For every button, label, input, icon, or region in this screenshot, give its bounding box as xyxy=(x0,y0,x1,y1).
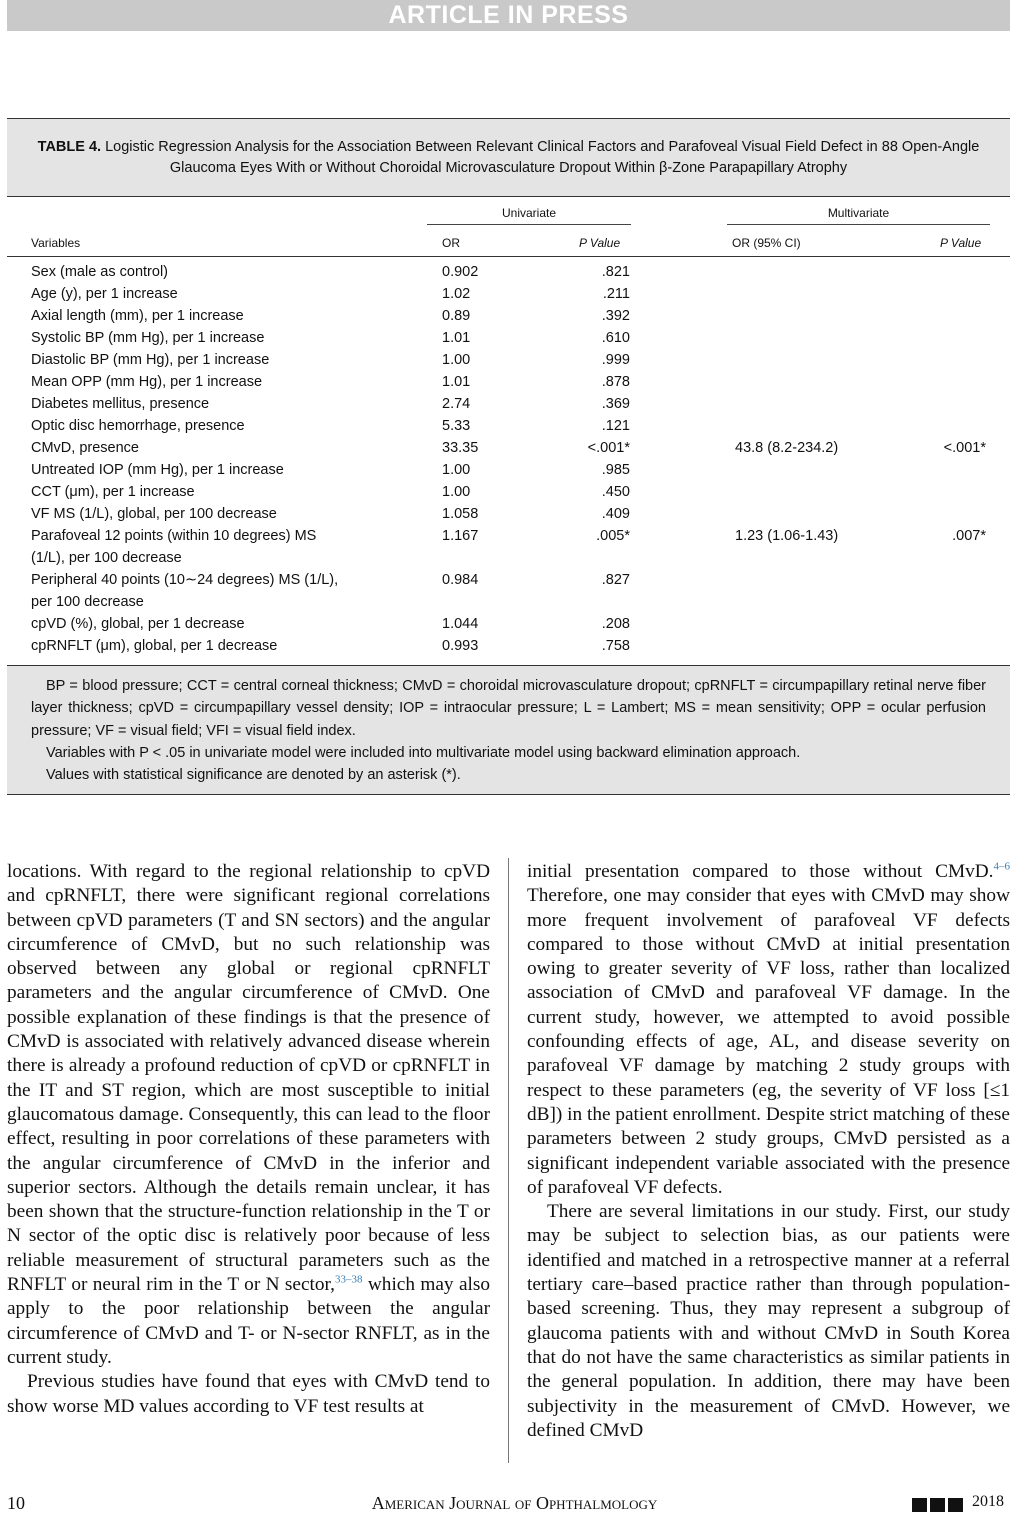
cell-p-univariate: .005* xyxy=(596,528,630,544)
cell-variable: Mean OPP (mm Hg), per 1 increase xyxy=(31,374,263,390)
cell-or: 0.89 xyxy=(442,308,471,324)
cell-variable: CCT (μm), per 1 increase xyxy=(31,484,195,500)
cell-p-univariate: .878 xyxy=(601,374,630,390)
table-label: TABLE 4. xyxy=(37,139,102,155)
page-footer xyxy=(0,1493,1029,1515)
table-row xyxy=(7,305,1010,327)
table-row xyxy=(7,525,1010,569)
table-row xyxy=(7,261,1010,283)
cell-variable: Axial length (mm), per 1 increase xyxy=(31,308,244,324)
cell-p-multivariate: .007* xyxy=(952,528,986,544)
left-paragraph-2: Previous studies have found that eyes with CMvD tend to show worse MD values according to VF test results at xyxy=(7,1371,490,1417)
cell-or-ci: 43.8 (8.2-234.2) xyxy=(735,440,839,456)
cell-or: 2.74 xyxy=(442,396,471,412)
cell-variable: Diabetes mellitus, presence xyxy=(31,396,210,412)
cell-p-univariate: .392 xyxy=(601,308,630,324)
cell-variable: Parafoveal 12 points (within 10 degrees) MS (1/L), per 100 decrease xyxy=(31,528,317,566)
right-p1-text-a: initial presentation compared to those without CMvD. xyxy=(527,861,994,882)
left-p1-citation[interactable]: 33–38 xyxy=(335,1273,363,1286)
right-paragraph-1 xyxy=(527,860,1010,1200)
cell-p-univariate: <.001* xyxy=(587,440,630,456)
cell-p-multivariate: <.001* xyxy=(943,440,986,456)
banner-text: ARTICLE IN PRESS xyxy=(388,1,629,29)
right-column xyxy=(527,860,1010,1443)
table-caption xyxy=(7,119,1010,197)
group-univariate: Univariate xyxy=(501,206,557,220)
left-paragraph-1 xyxy=(7,860,490,1370)
col-p-univariate: P Value xyxy=(579,236,621,250)
cell-or: 1.01 xyxy=(442,330,471,346)
cell-or: 0.993 xyxy=(442,638,479,654)
table-row xyxy=(7,635,1010,657)
cell-p-univariate: .999 xyxy=(601,352,630,368)
table-row xyxy=(7,415,1010,437)
cell-or: 1.044 xyxy=(442,616,479,632)
table-row xyxy=(7,327,1010,349)
cell-or: 1.00 xyxy=(442,462,471,478)
right-p1-text-b: Therefore, one may consider that eyes with CMvD may show more frequent involvement of parafoveal VF defects compared to those without CMvD at initial presentation owing to greater severity of VF loss, rather than localized association of CMvD and parafoveal VF damage. In the current study, however, we attempted to avoid possible confounding effects of age, AL, and disease severity on parafoveal VF damage by matching 2 study groups with respect to these parameters (eg, the severity of VF loss [≤1 dB]) in the patient enrollment. Despite strict matching of these parameters between 2 study groups, CMvD persisted as a significant independent variable associated with the presence of parafoveal VF defects. xyxy=(527,885,1010,1198)
cell-or: 1.058 xyxy=(442,506,479,522)
table-row xyxy=(7,503,1010,525)
cell-or: 1.00 xyxy=(442,484,471,500)
left-p1-text-b: which may also apply to the poor relationship between the angular circumference of CMvD and T- or N-sector RNFLT, as in the current study. xyxy=(7,1274,491,1368)
table-row xyxy=(7,393,1010,415)
journal-name: American Journal of Ophthalmology xyxy=(371,1493,658,1513)
cell-p-univariate: .409 xyxy=(601,506,630,522)
cell-variable: Peripheral 40 points (10∼24 degrees) MS (1/L), per 100 decrease xyxy=(31,572,339,610)
cell-variable: cpVD (%), global, per 1 decrease xyxy=(31,616,245,632)
cell-variable: Untreated IOP (mm Hg), per 1 increase xyxy=(31,462,284,478)
cell-p-univariate: .985 xyxy=(601,462,630,478)
cell-p-univariate: .208 xyxy=(601,616,630,632)
table-row xyxy=(7,613,1010,635)
cell-or: 33.35 xyxy=(442,440,479,456)
footer-year: 2018 xyxy=(972,1493,1004,1510)
page-number: 10 xyxy=(7,1493,25,1513)
cell-variable: Diastolic BP (mm Hg), per 1 increase xyxy=(31,352,270,368)
cell-p-univariate: .827 xyxy=(601,572,630,588)
table-row xyxy=(7,481,1010,503)
cell-variable: VF MS (1/L), global, per 100 decrease xyxy=(31,506,277,522)
table-body xyxy=(7,257,1010,665)
left-p1-text-a: locations. With regard to the regional relationship to cpVD and cpRNFLT, there were significant regional correlations between cpVD parameters (T and SN sectors) and the angular circumference of CMvD, but no such relationship was observed between any global or regional cpRNFLT parameters and the angular circumference of CMvD. One possible explanation of these findings is that the presence of CMvD is associated with relatively advanced disease wherein there is already a profound reduction of cpVD or cpRNFLT in the IT and ST region, which are most susceptible to initial glaucomatous damage. Consequently, this can lead to the floor effect, resulting in poor correlations of these parameters with the angular circumference of CMvD in the inferior and superior sectors. Although the details remain unclear, it has been shown that the structure-function relationship in the T or N sector of the optic disc is relatively poor because of less reliable measurement of structural parameters such as the RNFLT or neural rim in the T or N sector, xyxy=(7,861,490,1296)
right-p1-citation[interactable]: 4–6 xyxy=(993,860,1010,873)
cell-or: 1.167 xyxy=(442,528,479,544)
table-row xyxy=(7,569,1010,613)
table-row xyxy=(7,459,1010,481)
issue-placeholder-squares xyxy=(912,1496,966,1517)
cell-or: 1.00 xyxy=(442,352,471,368)
table-row xyxy=(7,349,1010,371)
table-notes xyxy=(7,665,1010,794)
table-header xyxy=(7,197,1010,257)
multivariate-rule xyxy=(727,224,990,225)
note-abbreviations: BP = blood pressure; CCT = central corneal thickness; CMvD = choroidal microvasculature dropout; cpRNFLT = circumpapillary retinal nerve fiber layer thickness; cpVD = circumpapillary vessel density; IOP = intraocular pressure; L = Lambert; MS = mean sensitivity; OPP = ocular perfusion pressure; VF = visual field; VFI = visual field index. xyxy=(31,678,986,739)
cell-variable: Age (y), per 1 increase xyxy=(31,286,178,302)
note-significance: Values with statistical significance are denoted by an asterisk (*). xyxy=(46,767,461,784)
cell-p-univariate: .821 xyxy=(601,264,630,280)
table-row xyxy=(7,283,1010,305)
table-4 xyxy=(7,118,1010,795)
col-variables: Variables xyxy=(31,236,81,250)
univariate-rule xyxy=(427,224,631,225)
cell-variable: Systolic BP (mm Hg), per 1 increase xyxy=(31,330,265,346)
note-selection: Variables with P < .05 in univariate model were included into multivariate model using backward elimination approach. xyxy=(46,744,801,761)
col-or: OR xyxy=(442,236,460,250)
cell-variable: cpRNFLT (μm), global, per 1 decrease xyxy=(31,638,278,654)
cell-or: 0.902 xyxy=(442,264,479,280)
article-in-press-banner xyxy=(7,0,1010,31)
cell-p-univariate: .610 xyxy=(601,330,630,346)
table-row xyxy=(7,371,1010,393)
table-caption-text: Logistic Regression Analysis for the Association Between Relevant Clinical Factors and Parafoveal Visual Field Defect in 88 Open-Angle Glaucoma Eyes With or Without Choroidal Microvasculature Dropout Within β-Zone Parapapillary Atrophy xyxy=(105,139,980,176)
cell-or: 5.33 xyxy=(442,418,471,434)
cell-p-univariate: .211 xyxy=(602,286,630,302)
column-divider xyxy=(508,858,509,1463)
cell-or: 1.01 xyxy=(442,374,471,390)
left-column xyxy=(7,860,490,1419)
cell-or-ci: 1.23 (1.06-1.43) xyxy=(735,528,839,544)
right-paragraph-2: There are several limitations in our study. First, our study may be subject to selection bias, as our patients were identified and matched in a retrospective manner at a referral tertiary care–based practice rather than through population-based screening. Thus, they may represent a subgroup of glaucoma patients with and without CMvD in South Korea that do not have the same characteristics as similar patients in the general population. In addition, there may have been subjectivity in the measurement of CMvD. However, we defined CMvD xyxy=(527,1201,1010,1441)
group-multivariate: Multivariate xyxy=(827,206,890,220)
table-row xyxy=(7,437,1010,459)
cell-p-univariate: .121 xyxy=(601,418,630,434)
header-rule xyxy=(7,256,1010,257)
cell-p-univariate: .758 xyxy=(601,638,630,654)
cell-or: 0.984 xyxy=(442,572,479,588)
cell-variable: CMvD, presence xyxy=(31,440,139,456)
cell-or: 1.02 xyxy=(442,286,471,302)
cell-variable: Optic disc hemorrhage, presence xyxy=(31,418,245,434)
col-p-multivariate: P Value xyxy=(940,236,982,250)
col-or-ci: OR (95% CI) xyxy=(732,236,801,250)
cell-p-univariate: .369 xyxy=(601,396,630,412)
cell-p-univariate: .450 xyxy=(601,484,630,500)
cell-variable: Sex (male as control) xyxy=(31,264,168,280)
